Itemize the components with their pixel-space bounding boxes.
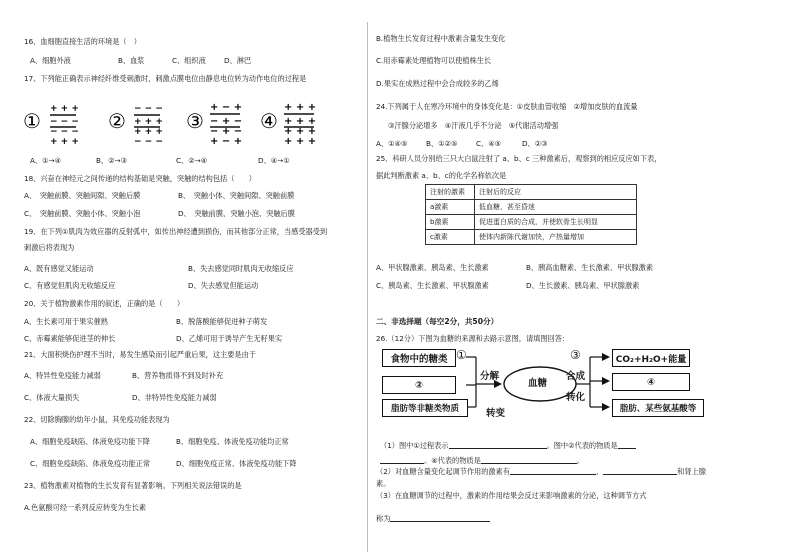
q19-stem-line2: 刺激后将表现为 [24, 243, 75, 252]
q16-option-a: A、细胞外液 [30, 56, 71, 65]
blood-sugar-diagram [376, 344, 716, 420]
q23-option-b: B.植物生长发育过程中激素含量发生变化 [376, 34, 506, 43]
q19-stem-line1: 19、在下列①肌肉为效应器的反射弧中，如传出神经遭到损伤，而其他部分正常，当感受器受到 [24, 227, 328, 236]
q17-membrane-figure [20, 95, 320, 147]
q25-table [425, 184, 637, 245]
svg-text:− − −: − − − [50, 127, 79, 137]
table-header-cell: 注射的激素 [426, 185, 475, 200]
answer-blank[interactable] [449, 441, 547, 449]
table-cell: a激素 [426, 200, 475, 215]
svg-text:+ + +: + + + [134, 127, 163, 137]
svg-text:+ + +: + + + [50, 104, 79, 114]
box-4: ④ [612, 373, 690, 391]
part2-text-a: （2）对血糖含量变化起调节作用的激素有 [376, 466, 510, 476]
table-header-row [426, 185, 637, 200]
part2-text-b: 、 [595, 466, 604, 476]
part1-text-b: 。图中②代表的物质是 [546, 440, 618, 450]
q26-part3-line2 [376, 514, 490, 522]
part1-text-c: 。④代表的物质是 [424, 455, 481, 465]
q16-stem: 16、血细胞直接生活的环境是（ ） [24, 37, 141, 46]
q18-option-d: D、 突触前膜、突触小泡、突触后膜 [178, 209, 295, 218]
svg-text:− − −: − − − [134, 137, 163, 147]
column-divider [367, 22, 368, 552]
answer-blank[interactable] [380, 456, 424, 464]
circle-label-1: ① [456, 348, 467, 362]
q21-stem: 21、大面积烧伤护理不当时，易发生感染而引起严重后果，这主要是由于 [24, 350, 256, 359]
q16-option-b: B、血浆 [118, 56, 145, 65]
q22-option-d: D、细胞免疫正常、体液免疫功能下降 [176, 459, 297, 468]
svg-text:− − −: − − − [134, 104, 163, 114]
food-sugar-box: 食物中的糖类 [382, 349, 456, 367]
q23-option-d: D.果实在成熟过程中会合成较多的乙烯 [376, 79, 499, 88]
svg-text:− − −: − − − [50, 117, 79, 127]
q20-option-a: A、生长素可用于果实催熟 [24, 317, 108, 326]
decompose-label: 分解 [480, 371, 500, 382]
q25-option-a: A、甲状腺激素、胰岛素、生长激素 [376, 263, 489, 272]
part1-text-d: 。 [576, 455, 584, 465]
q18-option-a: A、 突触前膜、突触间隙、突触后膜 [24, 191, 141, 200]
svg-text:+ + +: + + + [284, 126, 317, 137]
svg-text:+ + +: + + + [284, 116, 317, 127]
part3-text-b: 称为 [376, 513, 391, 523]
q16-option-c: C、组织液 [172, 56, 206, 65]
svg-text:+ + +: + + + [134, 117, 163, 127]
q20-stem: 20、关于植物激素作用的叙述，正确的是（ ） [24, 299, 185, 308]
section-2-title: 二、非选择题（每空2分，共50分） [376, 317, 499, 326]
q22-option-c: C、细胞免疫缺陷、体液免疫功能正常 [30, 459, 151, 468]
q17-option-b: B、②→③ [96, 156, 128, 165]
q25-stem: 25、科研人员分别给三只大白鼠注射了 a、b、c 三种激素后，观察到的相应反应如下表， [376, 154, 662, 163]
svg-text:+ − +: + − + [210, 102, 243, 113]
table-cell: 促进蛋白质的合成，并使软骨生长明显 [475, 215, 637, 230]
q18-option-b: B、 突触小体、突触间隙、突触前膜 [178, 191, 295, 200]
svg-text:− + −: − + − [210, 126, 243, 137]
co2-water-energy-box: CO₂+H₂O+能量 [612, 349, 690, 367]
q19-option-c: C、有感觉但肌肉无收缩反应 [24, 281, 116, 290]
conversion-label: 转化 [566, 392, 586, 403]
q21-option-d: D、非特异性免疫能力减弱 [132, 393, 217, 402]
circle-label-3: ③ [570, 348, 581, 362]
q17-stem: 17、下列能正确表示神经纤维受刺激时，刺激点膜电位由静息电位转为动作电位的过程是 [24, 74, 307, 83]
q26-part2-line1 [376, 467, 706, 475]
fig-label-4: ④ [260, 109, 278, 133]
table-cell: c激素 [426, 230, 475, 245]
table-cell: b激素 [426, 215, 475, 230]
box-2: ② [382, 376, 456, 394]
q26-stem: 26.（12分）下图为血糖的来源和去路示意图，请填图回答： [376, 334, 570, 343]
q21-option-a: A、特异性免疫能力减弱 [24, 371, 101, 380]
synthesis-label: 合成 [566, 371, 586, 382]
answer-blank[interactable] [510, 467, 596, 475]
q26-part3-line1: （3）在血糖调节的过程中，激素的作用结果会反过来影响激素的分泌，这种调节方式 [376, 491, 647, 500]
table-row [426, 230, 637, 245]
svg-text:− + −: − + − [210, 116, 243, 127]
q24-option-a: A、①④⑤ [376, 139, 408, 148]
non-sugar-box: 脂肪等非糖类物质 [382, 399, 468, 417]
q25-option-b: B、胰高血糖素、生长激素、甲状腺激素 [526, 263, 654, 272]
fig-label-3: ③ [186, 109, 204, 133]
q18-option-c: C、 突触前膜、突触小体、突触小泡 [24, 209, 141, 218]
part2-text-c: 和肾上腺 [677, 466, 706, 476]
q19-option-a: A、既有感觉又能运动 [24, 264, 94, 273]
q19-option-d: D、失去感觉但能运动 [188, 281, 259, 290]
svg-text:+ + +: + + + [284, 136, 317, 147]
q24-stem-line2: ③汗腺分泌增多 ④汗液几乎不分泌 ⑤代谢活动增强 [388, 121, 559, 130]
svg-text:+ − +: + − + [210, 136, 243, 147]
svg-text:+ + +: + + + [284, 102, 317, 113]
q16-option-d: D、淋巴 [224, 56, 252, 65]
q17-option-a: A、①→④ [30, 156, 62, 165]
q25-option-d: D、生长激素、胰岛素、甲状腺激素 [526, 281, 640, 290]
answer-blank[interactable] [390, 514, 490, 522]
q26-part1-line2 [380, 456, 584, 464]
table-row [426, 215, 637, 230]
q21-option-b: B、营养物质得不到及时补充 [132, 371, 224, 380]
q24-option-d: D、②③ [522, 139, 548, 148]
q23-option-a: A.色氨酸可经一系列反应转变为生长素 [24, 503, 147, 512]
q17-option-c: C、②→④ [176, 156, 208, 165]
transform-label: 转变 [486, 408, 506, 419]
fig-label-2: ② [108, 109, 126, 133]
q23-stem: 23、植物激素对植物的生长发育有显著影响。下列相关说法错误的是 [24, 481, 242, 490]
q22-option-b: B、细胞免疫、体液免疫功能均正常 [176, 437, 289, 446]
q26-part2-line2: 素。 [376, 479, 391, 488]
q17-option-d: D、④→① [258, 156, 290, 165]
q19-option-b: B、失去感觉同时肌肉无收缩反应 [188, 264, 294, 273]
q20-option-d: D、乙烯可用于诱导产生无籽果实 [176, 334, 283, 343]
q18-stem: 18、兴奋在神经元之间传递的结构基础是突触，突触的结构包括（ ） [24, 174, 256, 183]
q25-option-c: C、胰岛素、生长激素、甲状腺激素 [376, 281, 489, 290]
table-cell: 低血糖，甚至昏迷 [475, 200, 637, 215]
fig-label-1: ① [23, 109, 41, 133]
q24-option-b: B、①②⑤ [426, 139, 458, 148]
q20-option-b: B、脱落酸能够促进种子萌发 [176, 317, 268, 326]
q24-option-c: C、④⑤ [476, 139, 502, 148]
part1-text-a: （1）图中①过程表示 [380, 440, 449, 450]
q26-part1-line1 [380, 441, 636, 449]
q22-stem: 22、切除胸腺的幼年小鼠，其免疫功能表现为 [24, 415, 170, 424]
answer-blank[interactable] [481, 456, 577, 464]
q25-stem-line2: 据此判断激素 a、b、c的化学名称依次是 [376, 171, 507, 180]
answer-blank[interactable] [603, 467, 677, 475]
q21-option-c: C、体液大量损失 [24, 393, 80, 402]
answer-blank[interactable] [618, 441, 636, 449]
q20-option-c: C、赤霉素能够促进茎的伸长 [24, 334, 116, 343]
blood-sugar-label: 血糖 [528, 378, 548, 389]
q22-option-a: A、细胞免疫缺陷、体液免疫功能下降 [30, 437, 150, 446]
table-cell: 使体内新陈代谢加快，产热量增加 [475, 230, 637, 245]
fat-amino-acid-box: 脂肪、某些氨基酸等 [612, 399, 704, 417]
q23-option-c: C.用赤霉素处理植物可以使植株生长 [376, 56, 492, 65]
table-header-cell: 注射后的反应 [475, 185, 637, 200]
q24-stem: 24.下列属于人在寒冷环境中的身体变化是：①皮肤血管收缩 ②增加皮肤的血流量 [376, 102, 638, 111]
svg-text:+ + +: + + + [50, 137, 79, 147]
table-row [426, 200, 637, 215]
